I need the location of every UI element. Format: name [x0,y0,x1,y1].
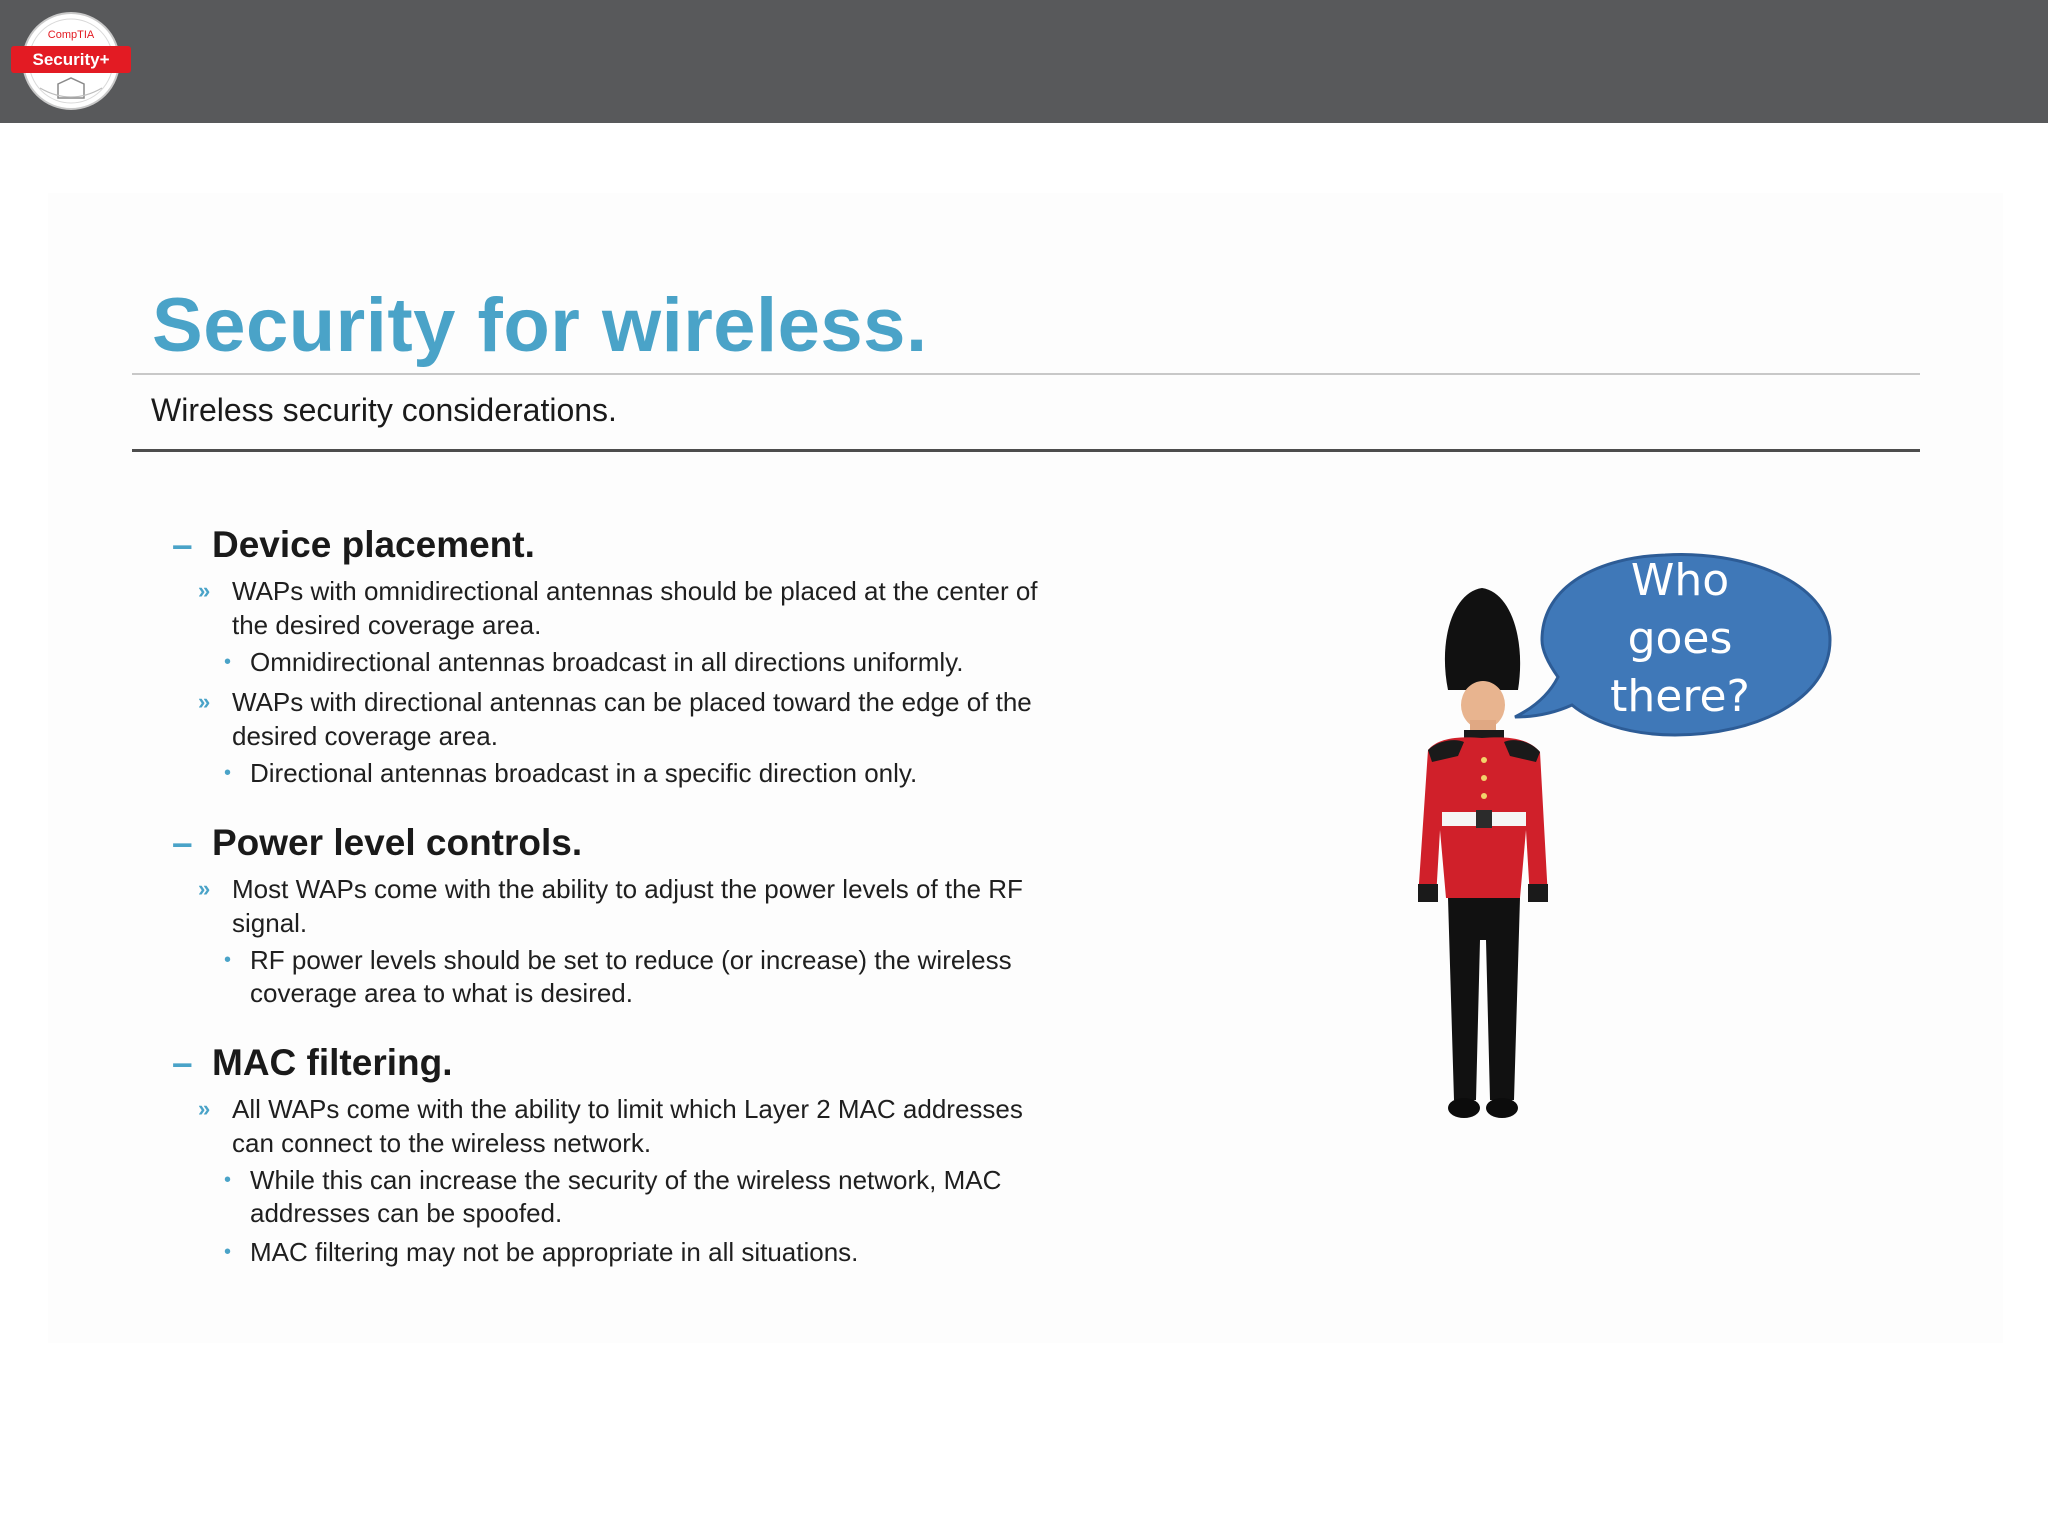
section-heading [172,1036,1052,1090]
chevron-bullet-icon: » [198,876,211,901]
speech-line: Who [1630,555,1730,606]
section-mac-filtering [172,1036,1052,1269]
speech-line: goes [1627,613,1733,664]
slide-title: Security for wireless. [152,283,928,368]
chevron-bullet-icon: » [198,578,211,603]
section-heading-text: Power level controls. [212,822,583,863]
dash-bullet-icon: – [172,524,193,565]
sub-list-item-text: RF power levels should be set to reduce (or increase) the wireless coverage area to what is desired. [250,945,1012,1008]
slide-subtitle: Wireless security considerations. [151,392,617,428]
list-item [198,1092,1052,1160]
list-item-text: Most WAPs come with the ability to adjust the power levels of the RF signal. [232,874,1023,938]
speech-bubble-text [1530,552,1830,726]
comptia-security-plus-logo [10,10,132,112]
dot-bullet-icon: • [224,949,232,971]
list-item [198,872,1052,940]
sub-list-item [224,1236,1052,1269]
list-item-text: WAPs with directional antennas can be placed toward the edge of the desired coverage area. [232,687,1032,751]
list-item-text: All WAPs come with the ability to limit which Layer 2 MAC addresses can connect to the wireless network. [232,1094,1023,1158]
dot-bullet-icon: • [224,1241,232,1263]
title-divider [132,373,1920,375]
section-heading [172,518,1052,572]
dot-bullet-icon: • [224,1169,232,1191]
sub-list-item-text: Omnidirectional antennas broadcast in all directions uniformly. [250,647,964,677]
section-power-level-controls [172,816,1052,1010]
section-heading-text: MAC filtering. [212,1042,453,1083]
sub-list-item-text: Directional antennas broadcast in a specific direction only. [250,758,918,788]
section-device-placement [172,518,1052,790]
svg-text:Security+: Security+ [32,50,110,69]
speech-line: there? [1610,671,1750,722]
sub-list-item-text: While this can increase the security of the wireless network, MAC addresses can be spoofed. [250,1165,1002,1228]
list-item [198,574,1052,642]
chevron-bullet-icon: » [198,689,211,714]
sub-list-item [224,757,1052,790]
sub-list-item-text: MAC filtering may not be appropriate in all situations. [250,1237,859,1267]
sub-list-item [224,944,1052,1010]
sub-list-item [224,646,1052,679]
section-heading-text: Device placement. [212,524,535,565]
svg-text:CompTIA: CompTIA [47,29,95,41]
dot-bullet-icon: • [224,651,232,673]
list-item-text: WAPs with omnidirectional antennas should be placed at the center of the desired coverage area. [232,576,1038,640]
top-bar [0,0,2048,123]
dash-bullet-icon: – [172,822,193,863]
dash-bullet-icon: – [172,1042,193,1083]
list-item [198,685,1052,753]
section-heading [172,816,1052,870]
subtitle-divider [132,449,1920,452]
bullet-content [172,518,1052,1295]
chevron-bullet-icon: » [198,1096,211,1121]
dot-bullet-icon: • [224,762,232,784]
sub-list-item [224,1164,1052,1230]
